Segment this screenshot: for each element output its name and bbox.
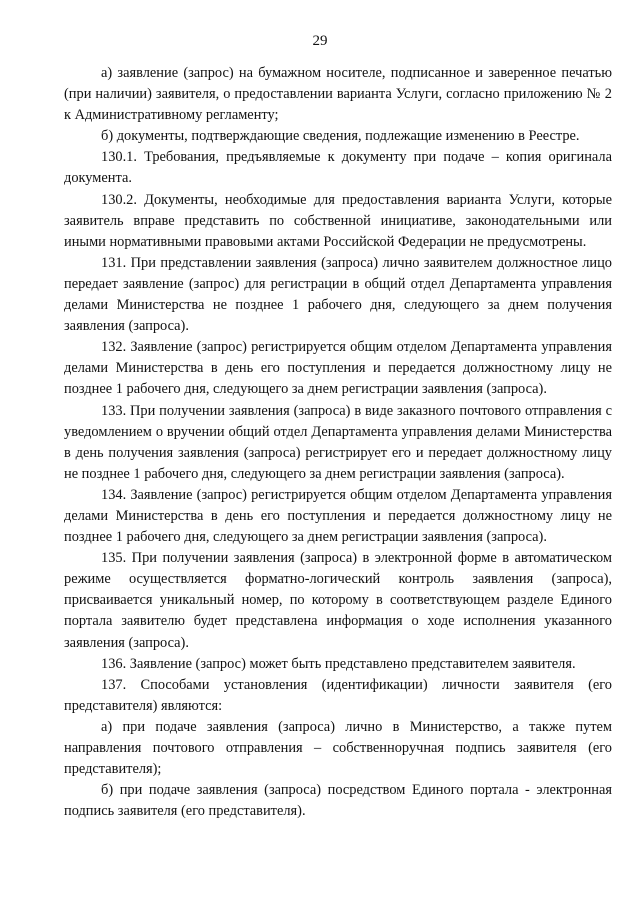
paragraph-133: 133. При получении заявления (запроса) в виде заказного почтового отправления с уведомлением о вручении общий отдел Департамента управления делами Министерства в день получения заявления (запроса) регистрирует его и передает должностному лицу не позднее 1 рабочего дня, следующего за днем регистрации заявления (запроса). [64,402,612,482]
paragraph-a-application: а) заявление (запрос) на бумажном носителе, подписанное и заверенное печатью (при наличии) заявителя, о предоставлении варианта Услуги, согласно приложению № 2 к Административному регламенту; [64,65,612,124]
paragraph-137: 137. Способами установления (идентификации) личности заявителя (его представителя) являются: [64,676,612,714]
paragraph-134: 134. Заявление (запрос) регистрируется общим отделом Департамента управления делами Министерства в день его поступления и передается должностному лицу не позднее 1 рабочего дня, следующего за днем регистрации заявления (запроса). [64,486,612,546]
paragraph-b-documents: б) документы, подтверждающие сведения, подлежащие изменению в Реестре. [101,128,580,145]
paragraph-130-1: 130.1. Требования, предъявляемые к документу при подаче – копия оригинала документа. [64,149,612,187]
paragraph-136: 136. Заявление (запрос) может быть представлено представителем заявителя. [101,655,576,672]
paragraph-135: 135. При получении заявления (запроса) в электронной форме в автоматическом режиме осуществляется форматно-логический контроль заявления (запроса), присваивается уникальный номер, по которому в соответствующем разделе Единого портала заявителю будет представлена информация о ходе исполнения указанного заявления (запроса). [64,550,612,651]
paragraph-137-a: а) при подаче заявления (запроса) лично в Министерство, а также путем направления почтового отправления – собственноручная подпись заявителя (его представителя); [64,718,612,778]
paragraph-131: 131. При представлении заявления (запроса) лично заявителем должностное лицо передает заявление (запрос) для регистрации в общий отдел Департамента управления делами Министерства не позднее 1 рабочего дня, следующего за днем получения заявления (запроса). [64,254,612,335]
paragraph-130-2: 130.2. Документы, необходимые для предоставления варианта Услуги, которые заявитель вправе представить по собственной инициативе, законодательными или иными нормативными правовыми актами Российской Федерации не предусмотрены. [64,191,612,250]
page-number: 29 [312,33,328,49]
paragraph-137-b: б) при подаче заявления (запроса) посредством Единого портала - электронная подпись заявителя (его представителя). [64,782,612,820]
document-body [64,63,612,822]
paragraph-132: 132. Заявление (запрос) регистрируется общим отделом Департамента управления делами Министерства в день его поступления и передается должностному лицу не позднее 1 рабочего дня, следующего за днем регистрации заявления (запроса). [64,339,612,398]
